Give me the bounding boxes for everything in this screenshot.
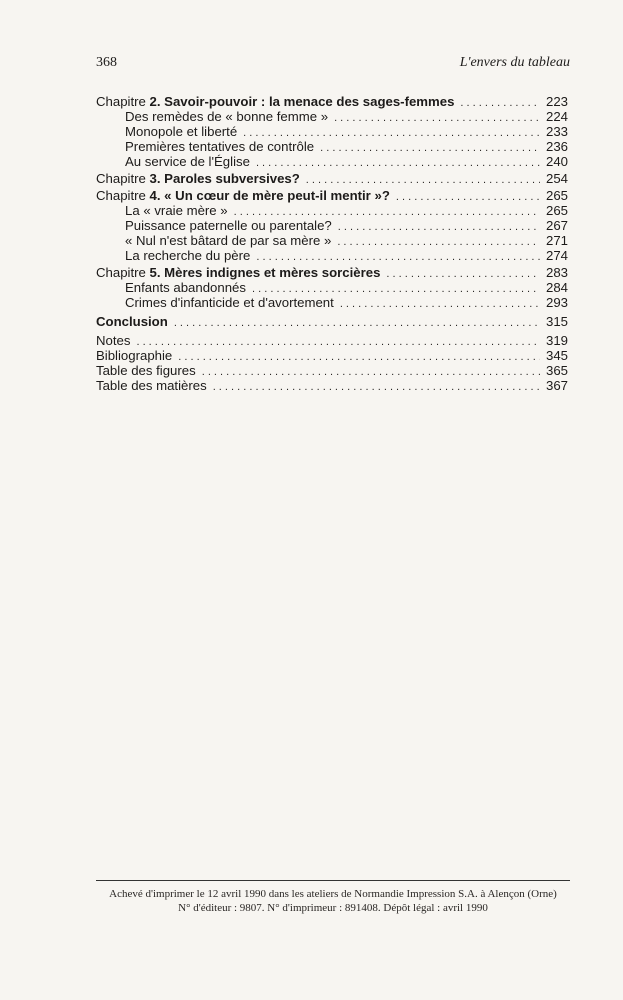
- toc-entry: [96, 188, 568, 203]
- toc-entry-title: Premières tentatives de contrôle: [125, 139, 315, 154]
- dot-leader: [396, 190, 540, 205]
- toc-page-number: 293: [545, 295, 568, 310]
- dot-leader: [386, 267, 540, 282]
- toc-page-number: 267: [545, 218, 568, 233]
- toc-entry-title: « Nul n'est bâtard de par sa mère »: [125, 233, 332, 248]
- toc-chapter-title: 2. Savoir-pouvoir : la menace des sages-femmes: [149, 94, 455, 109]
- dot-leader: [460, 96, 540, 111]
- toc-page-number: 223: [545, 94, 568, 109]
- dot-leader: [256, 250, 540, 265]
- toc-page-number: 274: [545, 248, 568, 263]
- toc-page-number: 319: [545, 333, 568, 348]
- toc-entry: [96, 295, 568, 310]
- toc-entry-title: Monopole et liberté: [125, 124, 238, 139]
- toc-chapter-prefix: Chapitre: [96, 265, 150, 280]
- toc-entry: [96, 109, 568, 124]
- toc-entry: [96, 363, 568, 378]
- colophon-divider: [96, 880, 570, 881]
- toc-chapter-title: 5. Mères indignes et mères sorcières: [149, 265, 381, 280]
- toc-entry: [96, 280, 568, 295]
- toc-page-number: 284: [545, 280, 568, 295]
- dot-leader: [136, 335, 540, 350]
- toc-entry-title: La « vraie mère »: [125, 203, 228, 218]
- toc-entry: [96, 314, 568, 329]
- toc-entry: [96, 233, 568, 248]
- toc-page-number: 271: [545, 233, 568, 248]
- toc-entry: [96, 94, 568, 109]
- toc-entry: [96, 124, 568, 139]
- toc-chapter-prefix: Chapitre: [96, 188, 150, 203]
- toc-page-number: 367: [545, 378, 568, 393]
- dot-leader: [340, 297, 540, 312]
- running-title: L'envers du tableau: [459, 55, 570, 70]
- toc-page-number: 365: [545, 363, 568, 378]
- dot-leader: [320, 141, 540, 156]
- dot-leader: [256, 156, 540, 171]
- toc-chapter-prefix: Chapitre: [96, 171, 150, 186]
- toc-page-number: 254: [545, 171, 568, 186]
- toc-entry: [96, 265, 568, 280]
- toc-entry: [96, 203, 568, 218]
- dot-leader: [338, 220, 540, 235]
- toc-chapter-title: 4. « Un cœur de mère peut-il mentir »?: [149, 188, 390, 203]
- toc-page-number: 240: [545, 154, 568, 169]
- toc-entry: [96, 154, 568, 169]
- toc-entry: [96, 348, 568, 363]
- page-number: 368: [96, 55, 117, 70]
- toc-entry: [96, 171, 568, 186]
- dot-leader: [213, 380, 540, 395]
- dot-leader: [306, 173, 540, 188]
- dot-leader: [178, 350, 540, 365]
- toc-entry-title: Puissance paternelle ou parentale?: [125, 218, 332, 233]
- toc-entry-title: Enfants abandonnés: [125, 280, 246, 295]
- toc-entry-title: Crimes d'infanticide et d'avortement: [125, 295, 334, 310]
- colophon: [96, 887, 570, 915]
- toc-page-number: 265: [545, 188, 568, 203]
- toc-page-number: 233: [545, 124, 568, 139]
- dot-leader: [174, 316, 540, 331]
- toc-chapter-title: 3. Paroles subversives?: [149, 171, 300, 186]
- toc-entry-title: [96, 94, 454, 109]
- toc-page-number: 224: [545, 109, 568, 124]
- toc-entry-title: La recherche du père: [125, 248, 251, 263]
- dot-leader: [334, 111, 540, 126]
- toc-entry-title: Notes: [96, 333, 131, 348]
- colophon-line-1: Achevé d'imprimer le 12 avril 1990 dans les ateliers de Normandie Impression S.A. à Alençon (Orne): [109, 888, 557, 900]
- toc-chapter-prefix: Chapitre: [96, 94, 150, 109]
- toc-entry: [96, 333, 568, 348]
- table-of-contents: [96, 94, 568, 393]
- toc-entry: [96, 378, 568, 393]
- toc-page-number: 315: [545, 314, 568, 329]
- toc-entry-title: [96, 171, 300, 186]
- toc-entry-title: Des remèdes de « bonne femme »: [125, 109, 329, 124]
- toc-entry-title: Table des matières: [96, 378, 207, 393]
- toc-entry-title: Bibliographie: [96, 348, 173, 363]
- toc-entry: [96, 248, 568, 263]
- toc-page-number: 236: [545, 139, 568, 154]
- toc-entry-title: [96, 188, 390, 203]
- colophon-line-2: N° d'éditeur : 9807. N° d'imprimeur : 891408. Dépôt légal : avril 1990: [178, 902, 488, 914]
- dot-leader: [202, 365, 540, 380]
- toc-entry: [96, 139, 568, 154]
- toc-page-number: 283: [545, 265, 568, 280]
- toc-entry-title: Au service de l'Église: [125, 154, 250, 169]
- toc-entry-title: [96, 265, 380, 280]
- toc-page-number: 265: [545, 203, 568, 218]
- toc-entry-title: Table des figures: [96, 363, 196, 378]
- toc-entry-title: Conclusion: [96, 314, 168, 329]
- toc-entry: [96, 218, 568, 233]
- toc-page-number: 345: [545, 348, 568, 363]
- dot-leader: [337, 235, 540, 250]
